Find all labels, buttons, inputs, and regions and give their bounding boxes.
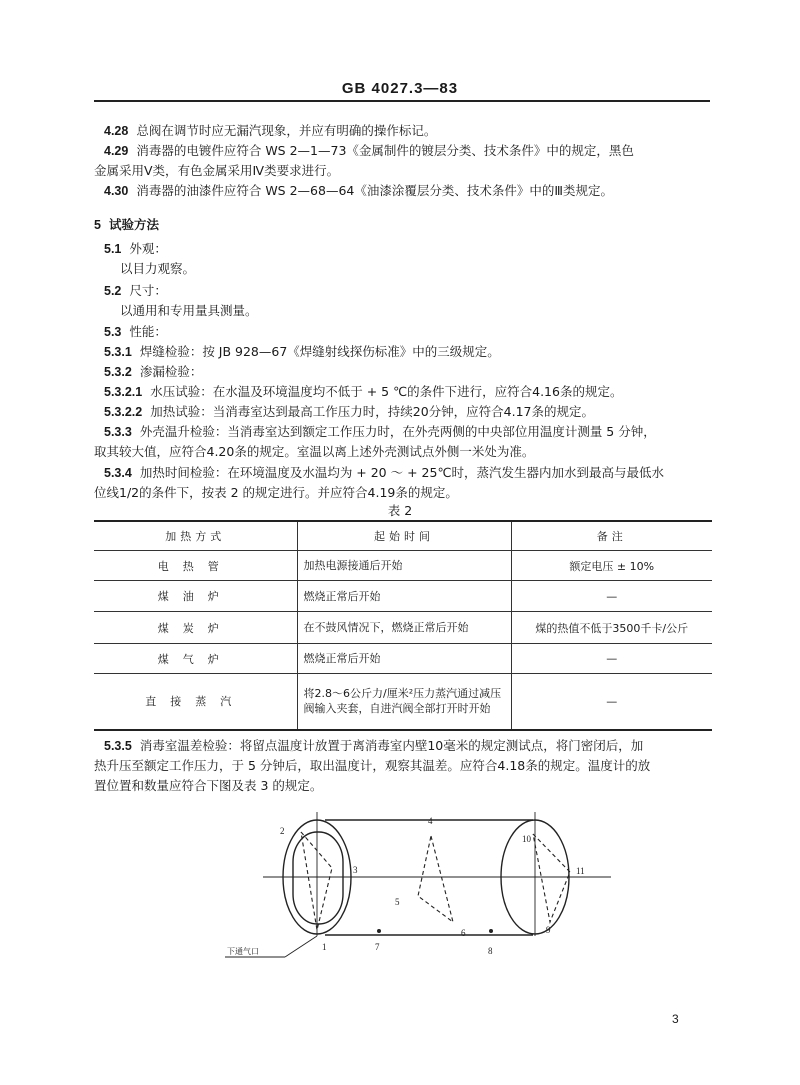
point-label-11: 11 bbox=[576, 866, 585, 876]
clause-4-28 bbox=[104, 121, 436, 141]
clause-5-3-4 bbox=[104, 463, 664, 483]
point-label-1: 1 bbox=[322, 942, 327, 952]
clause-text: 消毒器的油漆件应符合 WS 2—68—64《油漆涂覆层分类、技术条件》中的Ⅲ类规定。 bbox=[136, 183, 613, 198]
section-number: 5 bbox=[94, 218, 101, 232]
point-label-9: 9 bbox=[546, 925, 551, 935]
clause-text: 消毒室温差检验：将留点温度计放置于离消毒室内壁10毫米的规定测试点，将门密闭后，加 bbox=[139, 738, 644, 753]
point-label-4: 4 bbox=[428, 816, 433, 826]
cell-start: 将2.8～6公斤力/厘米²压力蒸汽通过减压阀输入夹套，自进汽阀全部打开时开始 bbox=[297, 674, 511, 730]
clause-text: 消毒器的电镀件应符合 WS 2—1—73《金属制件的镀层分类、技术条件》中的规定，黑色 bbox=[136, 143, 634, 158]
clause-5-2 bbox=[104, 281, 167, 301]
clause-4-29-cont: 金属采用Ⅴ类，有色金属采用Ⅳ类要求进行。 bbox=[94, 163, 340, 178]
cell-method: 直接蒸汽 bbox=[94, 674, 297, 730]
clause-number: 4.30 bbox=[104, 184, 129, 198]
clause-number: 5.3.2.1 bbox=[104, 385, 143, 399]
page-number: 3 bbox=[672, 1012, 679, 1026]
column-header-method: 加热方式 bbox=[94, 521, 297, 551]
left-triangle-path bbox=[301, 832, 332, 930]
clause-number: 4.29 bbox=[104, 144, 129, 158]
cell-start: 加热电源接通后开始 bbox=[297, 551, 511, 581]
clause-number: 5.3.2.2 bbox=[104, 405, 143, 419]
point-label-8: 8 bbox=[488, 946, 493, 956]
clause-number: 5.1 bbox=[104, 242, 122, 256]
cell-note: 煤的热值不低于3500千卡/公斤 bbox=[511, 612, 712, 644]
point-7-dot bbox=[377, 929, 381, 933]
cell-note: — bbox=[511, 581, 712, 612]
clause-5-1 bbox=[104, 239, 167, 259]
clause-number: 4.28 bbox=[104, 124, 129, 138]
clause-text: 焊缝检验：按 JB 928—67《焊缝射线探伤标准》中的三级规定。 bbox=[139, 344, 500, 359]
cell-method: 煤油炉 bbox=[94, 581, 297, 612]
vent-callout-label: 下通气口 bbox=[227, 947, 259, 956]
clause-title: 性能： bbox=[129, 324, 167, 339]
clause-number: 5.3 bbox=[104, 325, 122, 339]
table-header-row bbox=[94, 521, 712, 551]
point-label-5: 5 bbox=[395, 897, 400, 907]
clause-text: 加热试验：当消毒室达到最高工作压力时，持续20分钟，应符合4.17条的规定。 bbox=[150, 404, 594, 419]
section-5-heading bbox=[94, 215, 159, 235]
table-row bbox=[94, 674, 712, 730]
cell-note: — bbox=[511, 674, 712, 730]
table-row bbox=[94, 644, 712, 674]
cell-note: — bbox=[511, 644, 712, 674]
cell-start: 燃烧正常后开始 bbox=[297, 581, 511, 612]
point-label-2: 2 bbox=[280, 826, 285, 836]
clause-5-3-5-cont-1: 热升压至额定工作压力，于 5 分钟后，取出温度计，观察其温差。应符合4.18条的规定。温度计的放 bbox=[94, 758, 651, 773]
cell-method: 电热管 bbox=[94, 551, 297, 581]
point-label-7: 7 bbox=[375, 942, 380, 952]
column-header-start: 起始时间 bbox=[297, 521, 511, 551]
cell-start: 燃烧正常后开始 bbox=[297, 644, 511, 674]
clause-5-2-body: 以通用和专用量具测量。 bbox=[120, 303, 258, 318]
thermometer-placement-diagram bbox=[215, 810, 615, 975]
callout-leader bbox=[285, 936, 317, 957]
clause-number: 5.2 bbox=[104, 284, 122, 298]
table-row bbox=[94, 612, 712, 644]
table-2 bbox=[94, 520, 712, 731]
table-row bbox=[94, 551, 712, 581]
clause-5-3-2-2 bbox=[104, 402, 594, 422]
clause-text: 外壳温升检验：当消毒室达到额定工作压力时，在外壳两侧的中央部位用温度计测量 5 分钟， bbox=[139, 424, 656, 439]
point-label-10: 10 bbox=[522, 834, 531, 844]
clause-number: 5.3.3 bbox=[104, 425, 132, 439]
standard-number-header: GB 4027.3—83 bbox=[341, 80, 459, 97]
clause-5-1-body: 以目力观察。 bbox=[120, 261, 196, 276]
clause-4-30 bbox=[104, 181, 613, 201]
clause-text: 总阀在调节时应无漏汽现象，并应有明确的操作标记。 bbox=[136, 123, 437, 138]
clause-text: 水压试验：在水温及环境温度均不低于 + 5 ℃的条件下进行，应符合4.16条的规定。 bbox=[150, 384, 623, 399]
clause-text: 渗漏检验： bbox=[139, 364, 203, 379]
section-title: 试验方法 bbox=[108, 217, 159, 232]
clause-number: 5.3.5 bbox=[104, 739, 132, 753]
column-header-note: 备注 bbox=[511, 521, 712, 551]
center-triangle-path bbox=[418, 836, 453, 922]
cell-note: 额定电压 ± 10% bbox=[511, 551, 712, 581]
table-2-caption: 表 2 bbox=[387, 503, 413, 518]
clause-5-3-5 bbox=[104, 736, 643, 756]
clause-5-3-5-cont-2: 置位置和数量应符合下图及表 3 的规定。 bbox=[94, 778, 323, 793]
clause-5-3-3 bbox=[104, 422, 656, 442]
clause-number: 5.3.1 bbox=[104, 345, 132, 359]
clause-4-29 bbox=[104, 141, 634, 161]
clause-5-3 bbox=[104, 322, 167, 342]
point-8-dot bbox=[489, 929, 493, 933]
cell-method: 煤气炉 bbox=[94, 644, 297, 674]
clause-number: 5.3.4 bbox=[104, 466, 132, 480]
clause-5-3-2-1 bbox=[104, 382, 622, 402]
door-inner-outline bbox=[293, 832, 343, 924]
table-row bbox=[94, 581, 712, 612]
clause-5-3-1 bbox=[104, 342, 500, 362]
point-label-6: 6 bbox=[461, 928, 466, 938]
clause-title: 外观： bbox=[129, 241, 167, 256]
clause-number: 5.3.2 bbox=[104, 365, 132, 379]
clause-5-3-3-cont: 取其较大值，应符合4.20条的规定。室温以离上述外壳测试点外侧一米处为准。 bbox=[94, 444, 535, 459]
clause-5-3-2 bbox=[104, 362, 202, 382]
point-label-3: 3 bbox=[353, 865, 358, 875]
clause-title: 尺寸： bbox=[129, 283, 167, 298]
cell-start: 在不鼓风情况下，燃烧正常后开始 bbox=[297, 612, 511, 644]
clause-text: 加热时间检验：在环境温度及水温均为 + 20 ～ + 25℃时，蒸汽发生器内加水到最高与最低水 bbox=[139, 465, 664, 480]
clause-5-3-4-cont: 位线1/2的条件下，按表 2 的规定进行。并应符合4.19条的规定。 bbox=[94, 485, 458, 500]
cell-method: 煤炭炉 bbox=[94, 612, 297, 644]
header-rule bbox=[94, 100, 710, 102]
